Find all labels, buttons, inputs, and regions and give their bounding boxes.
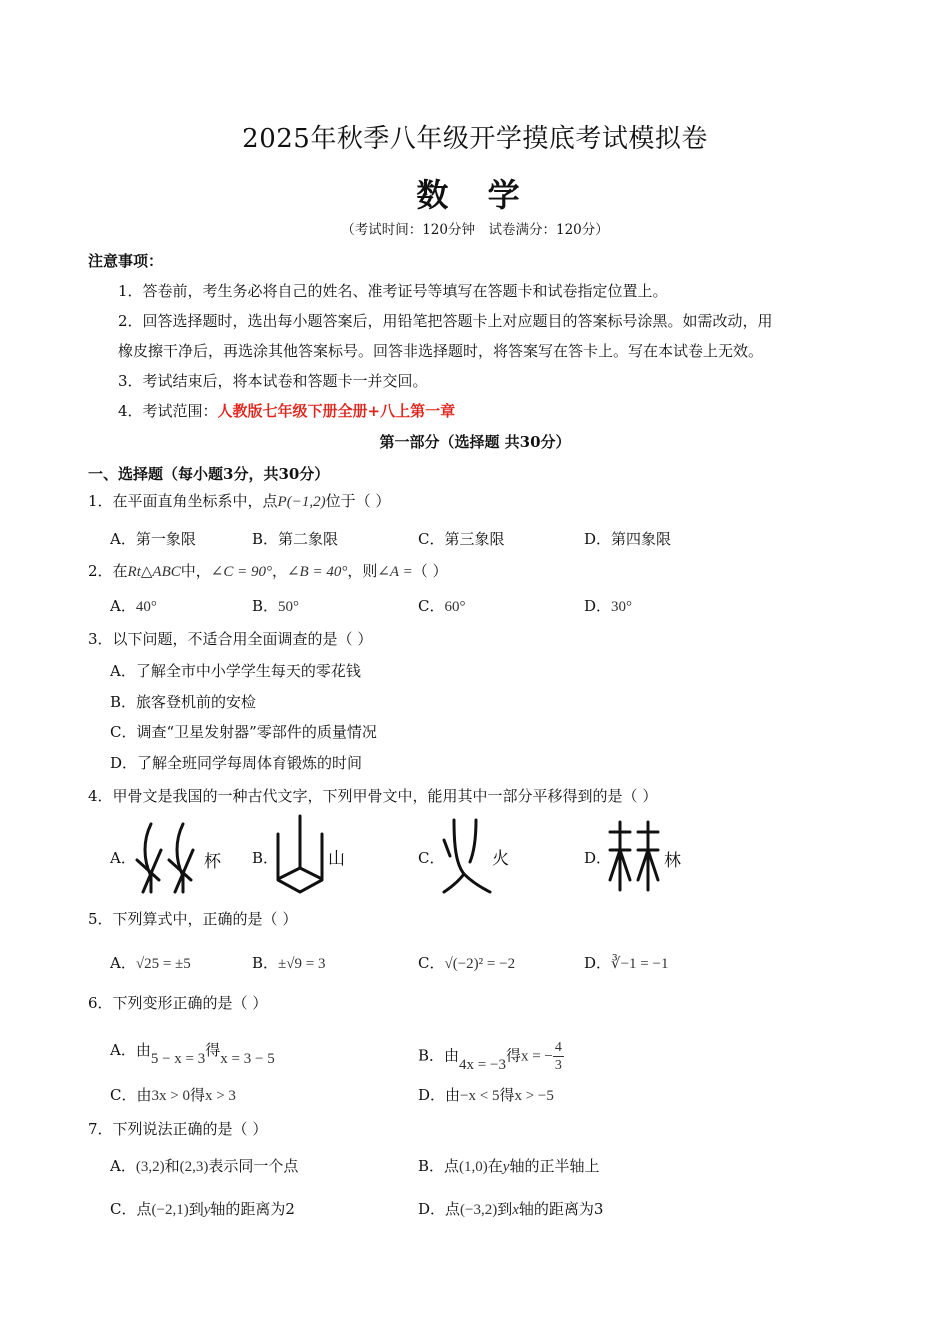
exam-title: 2025年秋季八年级开学摸底考试模拟卷	[242, 124, 708, 154]
q5-expr-b: ±√9 = 3	[278, 956, 326, 972]
q5-expr-c: √(−2)² = −2	[444, 956, 516, 972]
q4-char-b: 山	[328, 849, 345, 869]
oracle-shan-glyph	[274, 812, 326, 894]
question-5-stem: 5．下列算式中，正确的是（ ）	[88, 910, 298, 928]
exam-meta: （考试时间：120分钟 试卷满分：120分）	[341, 222, 609, 238]
q2-triangle: Rt△ABC	[127, 564, 181, 580]
q1-option-b[interactable]: B．第二象限	[252, 530, 339, 548]
question-4-stem: 4．甲骨文是我国的一种古代文字，下列甲骨文中，能用其中一部分平移得到的是（ ）	[88, 787, 658, 805]
note-4	[118, 400, 455, 421]
section-heading: 一、选择题（每小题3分，共30分）	[88, 465, 330, 483]
q5-expr-d: ∛−1 = −1	[611, 956, 669, 972]
note-2b: 橡皮擦干净后，再选涂其他答案标号。回答非选择题时，将答案写在答卡上。写在本试卷上无效。	[118, 342, 764, 360]
q2-mid1: 中，	[180, 562, 211, 580]
oracle-lin-glyph	[606, 818, 662, 894]
question-6-stem: 6．下列变形正确的是（ ）	[88, 994, 268, 1012]
q5-option-b[interactable]: B．±√9 = 3	[252, 954, 326, 972]
q3-option-c[interactable]: C．调查“卫星发射器”零部件的质量情况	[110, 723, 377, 741]
q2-angle-a: ∠A =	[377, 564, 413, 580]
question-7-stem: 7．下列说法正确的是（ ）	[88, 1120, 268, 1138]
oracle-bei-glyph	[133, 820, 203, 896]
q7-option-d[interactable]: D．点(−3,2)到x轴的距离为3	[418, 1200, 604, 1218]
q7-option-b[interactable]: B．点(1,0)在y轴的正半轴上	[418, 1157, 600, 1175]
q2-option-c[interactable]: C．60°	[418, 597, 466, 615]
oracle-huo-glyph	[440, 816, 492, 896]
q7-option-a[interactable]: A．(3,2)和(2,3)表示同一个点	[110, 1157, 299, 1175]
q5-option-a[interactable]: A．√25 = ±5	[110, 954, 191, 972]
note-2a: 2．回答选择题时，选出每小题答案后，用铅笔把答题卡上对应题目的答案标号涂黑。如需改动，用	[118, 312, 773, 330]
note-3: 3．考试结束后，将本试卷和答题卡一并交回。	[118, 372, 428, 390]
q2-angle-c: ∠C = 90°	[210, 564, 272, 580]
note-4-scope: 人教版七年级下册全册+八上第一章	[217, 402, 456, 420]
note-1: 1．答卷前，考生务必将自己的姓名、准考证号等填写在答题卡和试卷指定位置上。	[118, 282, 668, 300]
q1-option-d[interactable]: D．第四象限	[584, 530, 672, 548]
q4-char-c: 火	[492, 849, 509, 869]
part1-heading: 第一部分（选择题 共30分）	[379, 433, 571, 451]
q1-stem-b: 位于（ ）	[325, 492, 391, 510]
q2-option-a[interactable]: A．40°	[110, 597, 157, 615]
q1-option-c[interactable]: C．第三象限	[418, 530, 505, 548]
q2-option-b[interactable]: B．50°	[252, 597, 300, 615]
question-2-stem	[88, 560, 447, 581]
q6-option-c[interactable]: C．由3x > 0得x > 3	[110, 1086, 236, 1104]
q2-mid3: ，则	[347, 562, 378, 580]
q3-option-d[interactable]: D．了解全班同学每周体育锻炼的时间	[110, 754, 363, 772]
question-3-stem: 3．以下问题，不适合用全面调查的是（ ）	[88, 630, 373, 648]
q6-option-b[interactable]: B．由4x = −3得x = − $\frac{4}{3}$	[418, 1040, 562, 1073]
q4-option-c[interactable]: C．	[418, 849, 445, 867]
question-1-stem	[88, 490, 390, 511]
q5-option-c[interactable]: C．√(−2)² = −2	[418, 954, 516, 972]
q6-option-d[interactable]: D．由−x < 5得x > −5	[418, 1086, 554, 1104]
q3-option-b[interactable]: B．旅客登机前的安检	[110, 693, 257, 711]
q1-stem-a: 1．在平面直角坐标系中，点	[88, 492, 278, 510]
notes-heading: 注意事项：	[88, 252, 164, 270]
q2-tail: （ ）	[412, 562, 448, 580]
q1-option-a[interactable]: A．第一象限	[110, 530, 196, 548]
note-4-prefix: 4．考试范围：	[118, 402, 218, 420]
q4-char-a: 杯	[204, 852, 221, 872]
q5-expr-a: √25 = ±5	[135, 956, 191, 972]
q2-option-d[interactable]: D．30°	[584, 597, 633, 615]
q5-option-d[interactable]: D．∛−1 = −1	[584, 954, 669, 972]
q1-point: P(−1,2)	[277, 494, 326, 510]
q3-option-a[interactable]: A．了解全市中小学学生每天的零花钱	[110, 662, 361, 680]
subject-title: 数 学	[416, 176, 534, 214]
q7-option-c[interactable]: C．点(−2,1)到y轴的距离为2	[110, 1200, 295, 1218]
q4-char-d: 林	[664, 851, 681, 871]
q2-mid2: ，	[271, 562, 287, 580]
q4-option-d[interactable]: D．	[584, 849, 612, 867]
q4-option-b[interactable]: B．	[252, 849, 279, 867]
q2-angle-b: ∠B = 40°	[286, 564, 348, 580]
q4-option-a[interactable]: A．	[110, 849, 136, 867]
q2-stem-a: 2．在	[88, 562, 128, 580]
q6-option-a[interactable]: A．由5 − x = 3得x = 3 − 5	[110, 1041, 275, 1067]
